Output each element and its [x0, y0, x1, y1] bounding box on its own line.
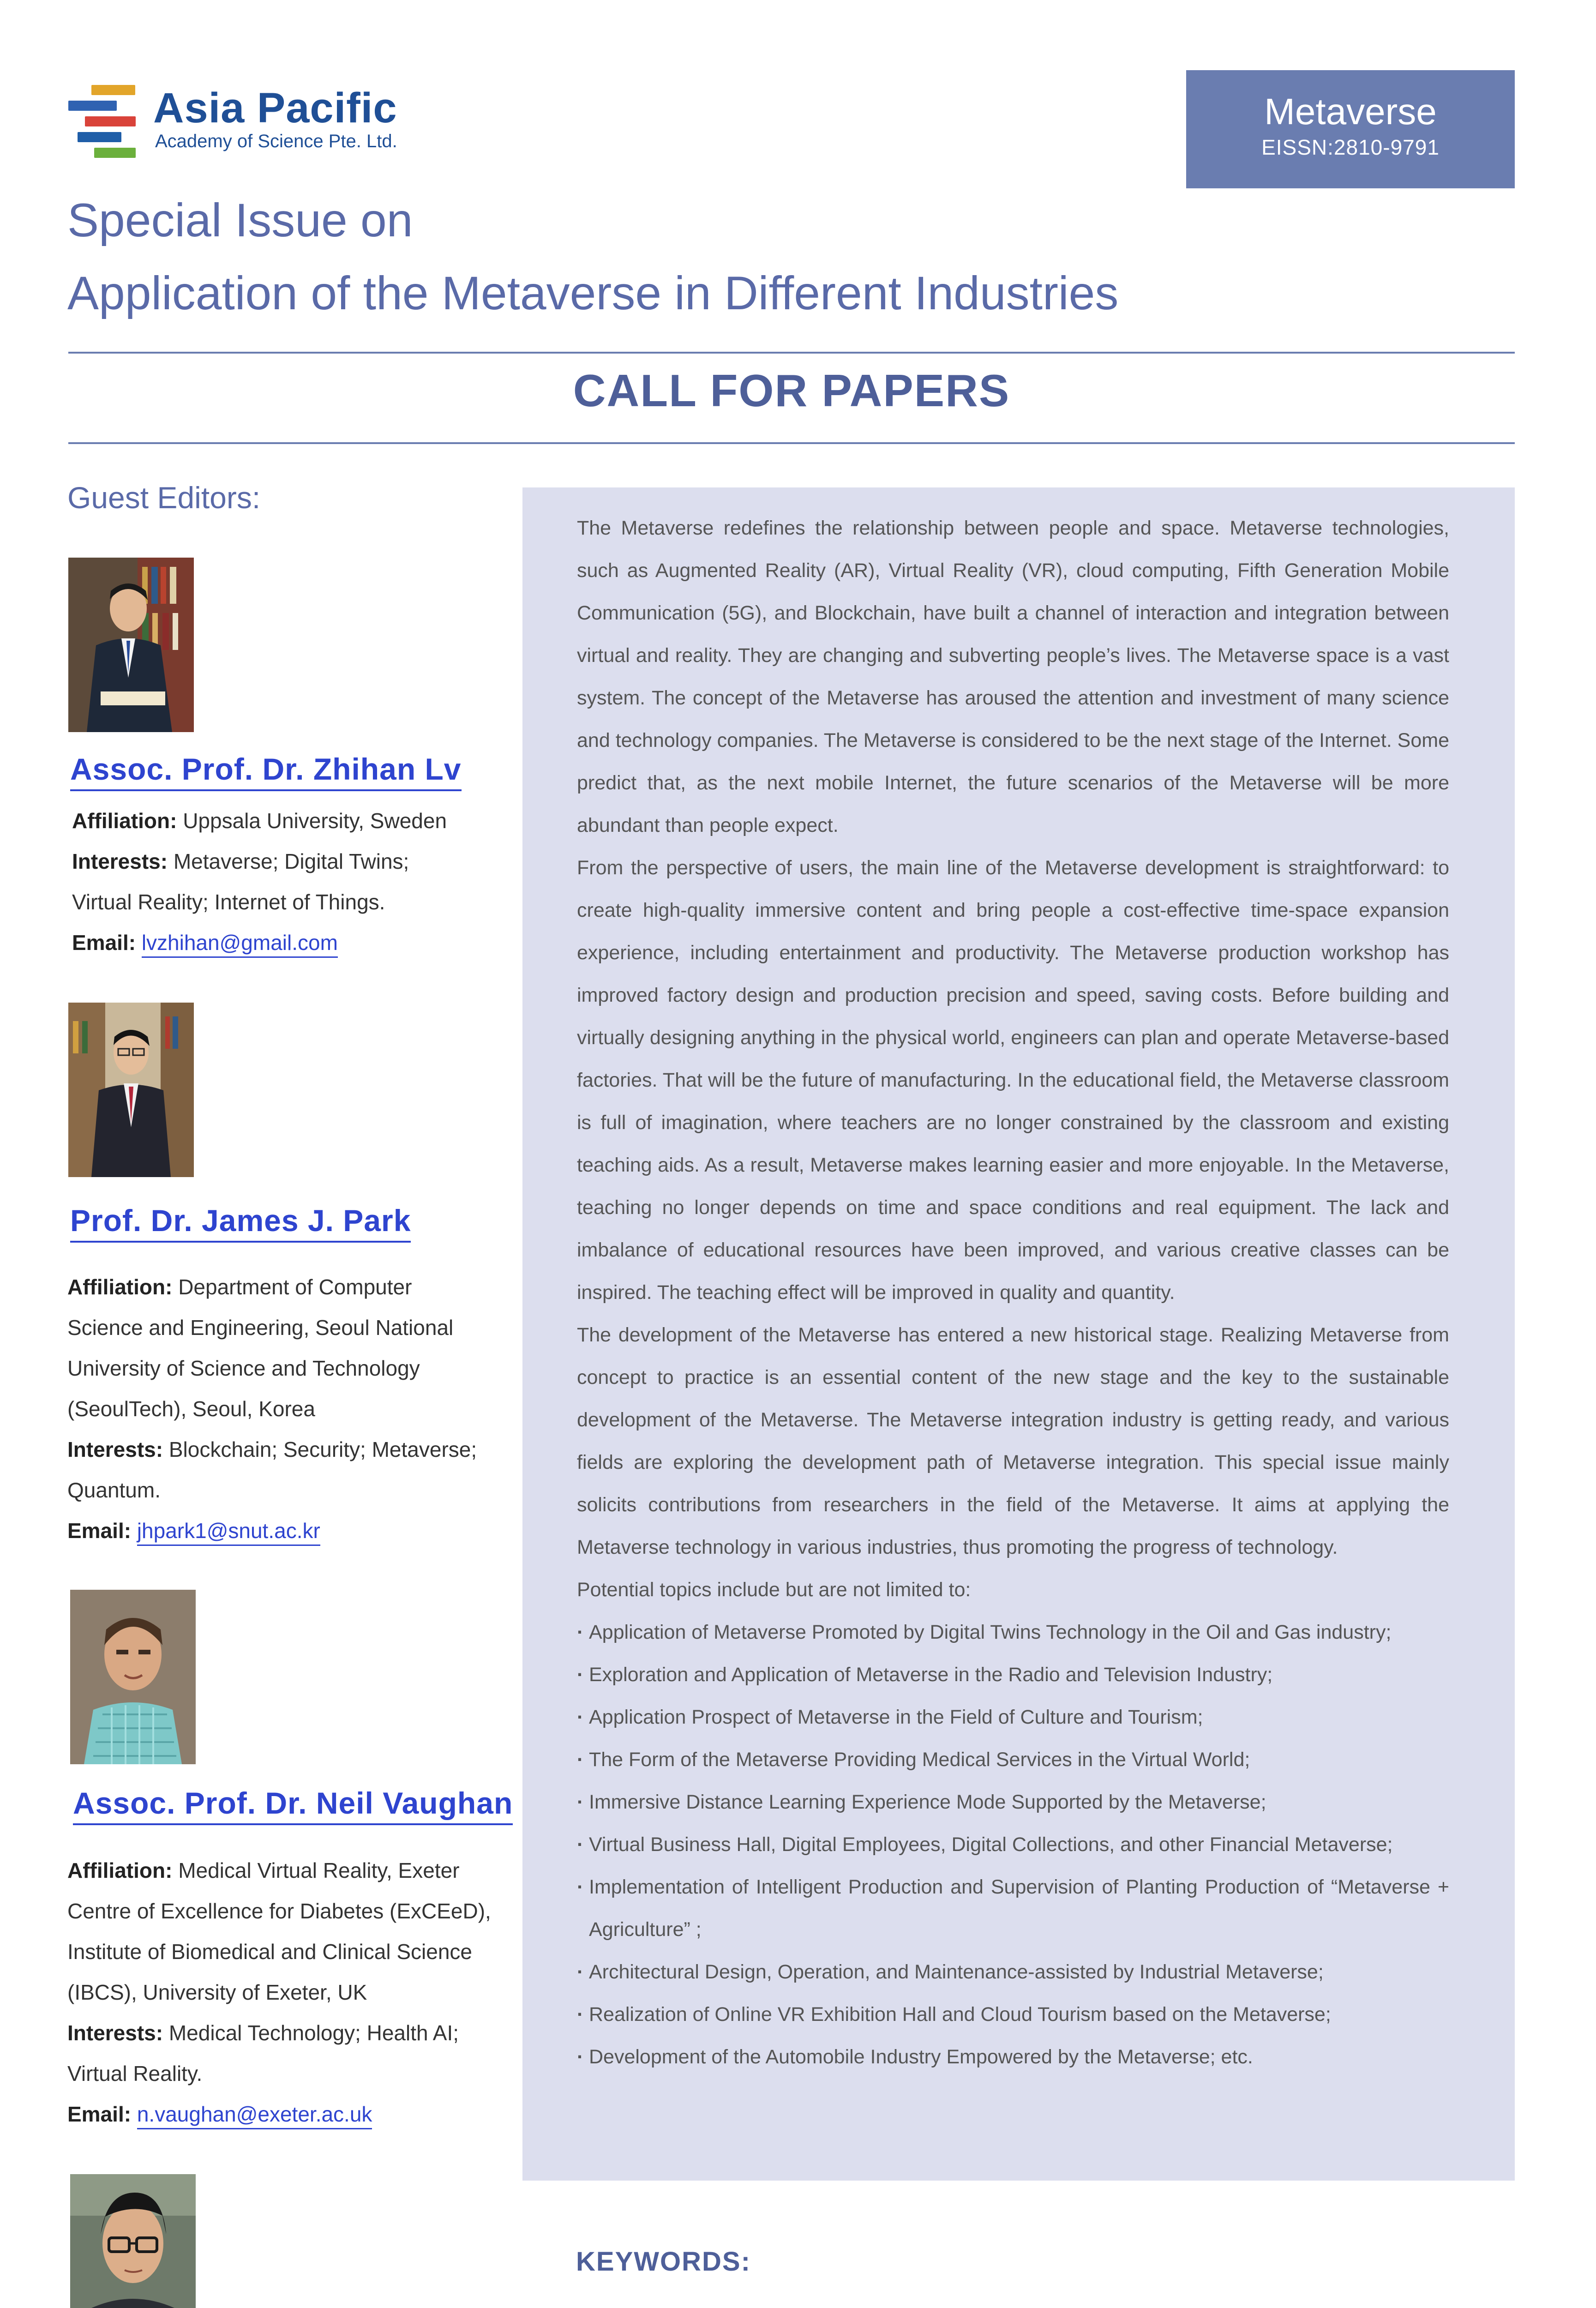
topic-item: · Realization of Online VR Exhibition Hall and Cloud Tourism based on the Metaverse; [577, 1993, 1449, 2036]
logo-stripes-icon [68, 85, 138, 154]
interests-label: Interests: [67, 1437, 163, 1461]
editor-details [72, 800, 506, 963]
topic-item: · Virtual Business Hall, Digital Employees, Digital Collections, and other Financial Metaverse; [577, 1823, 1449, 1866]
interests-label: Interests: [67, 2021, 163, 2045]
description-panel [522, 487, 1515, 2181]
email-label: Email: [67, 1519, 132, 1543]
editor-interests: Blockchain; Security; Metaverse; Quantum. [67, 1437, 477, 1502]
topic-item: · Application Prospect of Metaverse in the Field of Culture and Tourism; [577, 1696, 1449, 1738]
editor-email-link[interactable]: n.vaughan@exeter.ac.uk [137, 2102, 372, 2129]
divider-top [68, 352, 1515, 354]
paragraph: From the perspective of users, the main line of the Metaverse development is straightforward: to create high-quality immersive content and bring people a cost-effective time-space expansion experience, including entertainment and productivity. The Metaverse production workshop has improved factory design and production precision and speed, saving costs. Before building and virtually designing anything in the physical world, engineers can plan and operate Metaverse-based factories. That will be the future of manufacturing. In the educational field, the Metaverse classroom is full of imagination, where teachers are no longer constrained by the classroom and existing teaching aids. As a result, Metaverse makes learning easier and more enjoyable. In the Metaverse, teaching no longer depends on time and space conditions and real equipment. The lack and imbalance of educational resources have been improved, and various creative classes can be inspired. The teaching effect will be improved in quality and quantity. [577, 857, 1449, 1304]
topic-item: · Exploration and Application of Metaverse in the Radio and Television Industry; [577, 1653, 1449, 1696]
editor-interests: Medical Technology; Health AI; Virtual Reality. [67, 2021, 459, 2086]
guest-editors-heading: Guest Editors: [67, 481, 261, 515]
editor-photo-jun-shen [70, 2174, 196, 2308]
paragraph: The development of the Metaverse has entered a new historical stage. Realizing Metaverse from concept to practice is an essential content of the new stage and the key to the sustainable development of the Metaverse. The Metaverse integration industry is getting ready, and various fields are exploring the development path of Metaverse integration. This special issue mainly solicits contributions from researchers in the field of the Metaverse. It aims at applying the Metaverse technology in various industries, thus promoting the progress of technology. [577, 1324, 1449, 1558]
logo-subtitle: Academy of Science Pte. Ltd. [155, 131, 397, 151]
email-label: Email: [67, 2102, 132, 2126]
editor-photo-james-park [68, 1003, 194, 1177]
journal-badge [1186, 70, 1515, 188]
email-label: Email: [72, 931, 136, 955]
divider-bottom [68, 442, 1515, 444]
title-line-2: Application of the Metaverse in Different Industries [67, 267, 1119, 319]
editor-interests: Metaverse; Digital Twins; Virtual Reality; Internet of Things. [72, 849, 409, 914]
paragraph: The Metaverse redefines the relationship between people and space. Metaverse technologies, such as Augmented Reality (AR), Virtual Reality (VR), cloud computing, Fifth Generation Mobile Communication (5G), and Blockchain, have built a channel of interaction and integration between virtual and reality. They are changing and subverting people’s lives. The Metaverse space is a vast system. The concept of the Metaverse has aroused the attention and investment of many science and technology companies. The Metaverse is considered to be the next stage of the Internet. Some predict that, as the next mobile Internet, the future scenarios of the Metaverse will be more abundant than people expect. [577, 517, 1449, 836]
editor-photo-zhihan-lv [68, 558, 194, 732]
topic-item: · Immersive Distance Learning Experience Mode Supported by the Metaverse; [577, 1781, 1449, 1823]
editor-affiliation: Medical Virtual Reality, Exeter Centre of Excellence for Diabetes (ExCEeD), Institute of Biomedical and Clinical Science (IBCS), University of Exeter, UK [67, 1858, 491, 2004]
topics-list [577, 1611, 1449, 2078]
editor-photo-neil-vaughan [70, 1590, 196, 1764]
editor-name: Prof. Dr. James J. Park [70, 1203, 411, 1243]
editor-name: Assoc. Prof. Dr. Zhihan Lv [70, 751, 462, 791]
keywords-heading: KEYWORDS: [576, 2247, 751, 2277]
editor-details [67, 1267, 501, 1551]
topic-item: · Development of the Automobile Industry Empowered by the Metaverse; etc. [577, 2036, 1449, 2078]
topic-item: · Application of Metaverse Promoted by Digital Twins Technology in the Oil and Gas industry; [577, 1611, 1449, 1653]
editor-affiliation: Uppsala University, Sweden [183, 809, 447, 833]
topics-intro: Potential topics include but are not limited to: [577, 1579, 971, 1601]
logo-name: Asia Pacific [153, 84, 397, 132]
journal-eissn: EISSN:2810-9791 [1261, 135, 1440, 159]
topic-item: · Implementation of Intelligent Production and Supervision of Planting Production of “Metaverse + Agriculture” ; [577, 1866, 1449, 1951]
topic-item: · Architectural Design, Operation, and Maintenance-assisted by Industrial Metaverse; [577, 1951, 1449, 1993]
editor-email-link[interactable]: lvzhihan@gmail.com [142, 931, 338, 958]
description-text [577, 507, 1449, 2078]
publisher-logo [68, 81, 419, 160]
affiliation-label: Affiliation: [67, 1858, 173, 1882]
editor-affiliation: Department of Computer Science and Engineering, Seoul National University of Science and Technology (SeoulTech), Seoul, Korea [67, 1275, 454, 1421]
topic-item: · The Form of the Metaverse Providing Medical Services in the Virtual World; [577, 1738, 1449, 1781]
editor-details [67, 1850, 501, 2134]
editor-email-link[interactable]: jhpark1@snut.ac.kr [137, 1519, 320, 1546]
title-line-1: Special Issue on [67, 194, 413, 246]
journal-title: Metaverse [1264, 91, 1437, 132]
editor-name: Assoc. Prof. Dr. Neil Vaughan [73, 1785, 513, 1825]
call-for-papers-heading: CALL FOR PAPERS [573, 365, 1010, 416]
affiliation-label: Affiliation: [67, 1275, 173, 1299]
special-issue-title [67, 184, 1406, 330]
affiliation-label: Affiliation: [72, 809, 177, 833]
interests-label: Interests: [72, 849, 168, 873]
